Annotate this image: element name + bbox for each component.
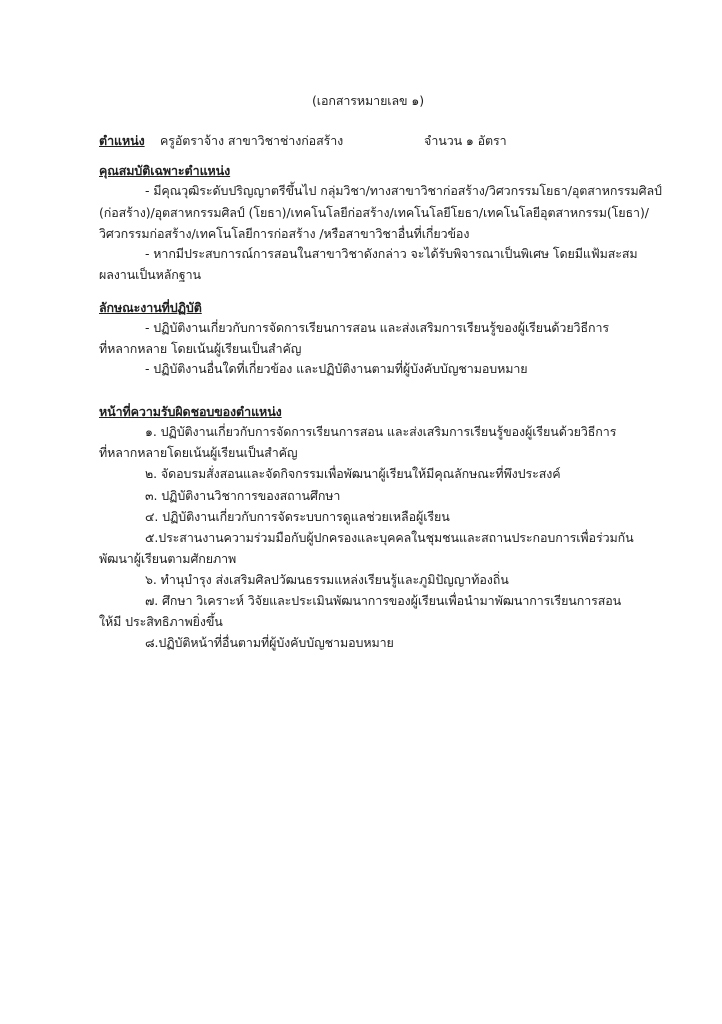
responsibility-line: ๖. ทำนุบำรุง ส่งเสริมศิลปวัฒนธรรมแหล่งเรียนรู้และภูมิปัญญาท้องถิ่น bbox=[145, 572, 509, 587]
responsibility-line: ๗. ศึกษา วิเคราะห์ วิจัยและประเมินพัฒนาการของผู้เรียนเพื่อนำมาพัฒนาการเรียนการสอน bbox=[145, 593, 622, 608]
position-quota: จำนวน ๑ อัตรา bbox=[424, 133, 507, 148]
responsibility-line: ๘.ปฏิบัติหน้าที่อื่นตามที่ผู้บังคับบัญชามอบหมาย bbox=[145, 635, 394, 650]
position-value: ครูอัตราจ้าง สาขาวิชาช่างก่อสร้าง bbox=[160, 133, 344, 148]
qualifications-heading: คุณสมบัติเฉพาะตำแหน่ง bbox=[99, 163, 231, 178]
document-number: (เอกสารหมายเลข ๑) bbox=[312, 93, 424, 108]
qualifications-line: วิศวกรรมก่อสร้าง/เทคโนโลยีการก่อสร้าง /หรือสาขาวิชาอื่นที่เกี่ยวข้อง bbox=[99, 226, 470, 241]
qualifications-line: (ก่อสร้าง)/อุตสาหกรรมศิลป์ (โยธา)/เทคโนโลยีก่อสร้าง/เทคโนโลยีโยธา/เทคโนโลยีอุตสาหกรรม(โยธา)/ bbox=[99, 205, 649, 220]
responsibility-line: ๔. ปฏิบัติงานเกี่ยวกับการจัดระบบการดูแลช่วยเหลือผู้เรียน bbox=[145, 509, 450, 524]
position-label: ตำแหน่ง bbox=[99, 133, 145, 148]
qualifications-line: ผลงานเป็นหลักฐาน bbox=[99, 267, 201, 282]
responsibility-line: ๓. ปฏิบัติงานวิชาการของสถานศึกษา bbox=[145, 488, 341, 503]
responsibility-line: ให้มี ประสิทธิภาพยิ่งขึ้น bbox=[99, 614, 223, 629]
responsibility-line: ที่หลากหลายโดยเน้นผู้เรียนเป็นสำคัญ bbox=[99, 445, 298, 460]
duties-line: ที่หลากหลาย โดยเน้นผู้เรียนเป็นสำคัญ bbox=[99, 341, 302, 356]
responsibility-line: ๒. จัดอบรมสั่งสอนและจัดกิจกรรมเพื่อพัฒนาผู้เรียนให้มีคุณลักษณะที่พึงประสงค์ bbox=[145, 466, 561, 481]
duties-line: - ปฏิบัติงานอื่นใดที่เกี่ยวข้อง และปฏิบัติงานตามที่ผู้บังคับบัญชามอบหมาย bbox=[145, 361, 528, 376]
responsibility-line: พัฒนาผู้เรียนตามศักยภาพ bbox=[99, 551, 237, 566]
qualifications-line: - มีคุณวุฒิระดับปริญญาตรีขึ้นไป กลุ่มวิชา/ทางสาขาวิชาก่อสร้าง/วิศวกรรมโยธา/อุตสาหกรรมศิลป์ bbox=[145, 183, 662, 198]
responsibilities-heading: หน้าที่ความรับผิดชอบของตำแหน่ง bbox=[99, 404, 282, 419]
qualifications-line: - หากมีประสบการณ์การสอนในสาขาวิชาดังกล่าว จะได้รับพิจารณาเป็นพิเศษ โดยมีแฟ้มสะสม bbox=[145, 246, 638, 261]
responsibility-line: ๑. ปฏิบัติงานเกี่ยวกับการจัดการเรียนการสอน และส่งเสริมการเรียนรู้ของผู้เรียนด้วยวิธีการ bbox=[145, 424, 617, 439]
responsibility-line: ๕.ประสานงานความร่วมมือกับผู้ปกครองและบุคคลในชุมชนและสถานประกอบการเพื่อร่วมกัน bbox=[145, 530, 634, 545]
duties-heading: ลักษณะงานที่ปฏิบัติ bbox=[99, 300, 202, 315]
duties-line: - ปฏิบัติงานเกี่ยวกับการจัดการเรียนการสอน และส่งเสริมการเรียนรู้ของผู้เรียนด้วยวิธีการ bbox=[145, 320, 610, 335]
